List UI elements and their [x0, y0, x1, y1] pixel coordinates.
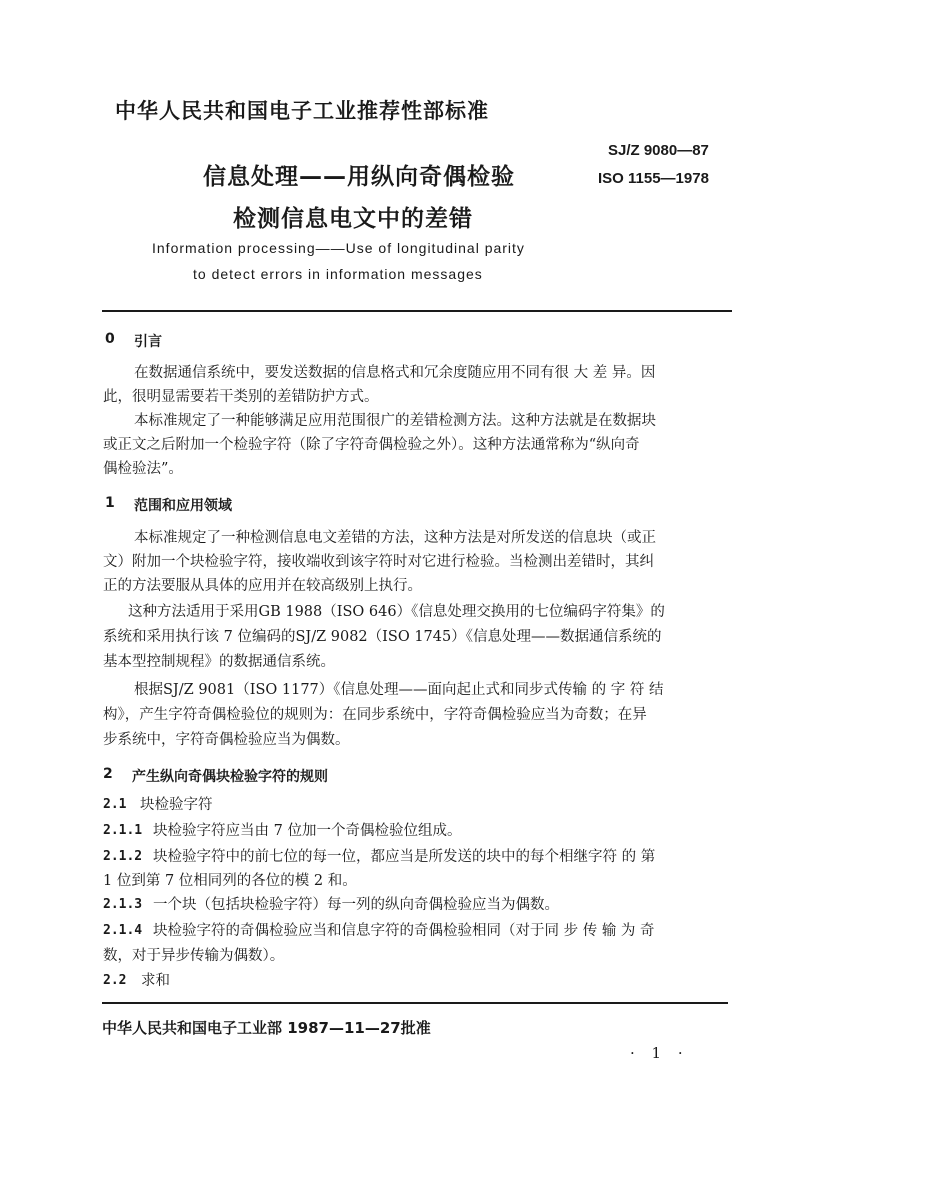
clause-text: 数，对于异步传输为偶数）。	[103, 948, 285, 964]
footer-divider	[102, 1002, 728, 1004]
paragraph-line: 根据SJ/Z 9081（ISO 1177）《信息处理——面向起止式和同步式传输 的 字 符 结	[134, 682, 664, 698]
paragraph-line: 偶检验法”。	[103, 461, 183, 477]
clause-text: 块检验字符应当由 7 位加一个奇偶检验位组成。	[153, 823, 462, 839]
paragraph-line: 此，很明显需要若干类别的差错防护方式。	[103, 389, 379, 405]
clause-text: 求和	[141, 973, 170, 989]
paragraph-line: 系统和采用执行该 7 位编码的SJ/Z 9082（ISO 1745）《信息处理——数据通信系统的	[103, 629, 662, 645]
clause-number: 2.1	[103, 797, 127, 812]
paragraph-line: 文）附加一个块检验字符，接收端收到该字符时对它进行检验。当检测出差错时，其纠	[103, 554, 654, 570]
section-2-number: 2	[103, 766, 113, 782]
paragraph-line: 这种方法适用于采用GB 1988（ISO 646）《信息处理交换用的七位编码字符集》的	[128, 604, 665, 620]
clause-text: 块检验字符中的前七位的每一位，都应当是所发送的块中的每个相继字符 的 第	[153, 849, 656, 865]
section-0-number: 0	[105, 331, 115, 347]
clause-number: 2.2	[103, 973, 127, 988]
clause-text: 1 位到第 7 位相同列的各位的模 2 和。	[103, 873, 357, 889]
clause-number: 2.1.3	[103, 897, 143, 912]
clause-text: 块检验字符	[140, 797, 213, 813]
paragraph-line: 构》，产生字符奇偶检验位的规则为：在同步系统中，字符奇偶检验应当为奇数；在异	[103, 707, 647, 723]
clause-text: 一个块（包括块检验字符）每一列的纵向奇偶检验应当为偶数。	[153, 897, 559, 913]
document-title-line-1: 信息处理——用纵向奇偶检验	[203, 164, 515, 190]
paragraph-line: 在数据通信系统中，要发送数据的信息格式和冗余度随应用不同有很 大 差 异。因	[134, 365, 656, 381]
section-0-title: 引言	[134, 334, 162, 350]
paragraph-line: 本标准规定了一种检测信息电文差错的方法，这种方法是对所发送的信息块（或正	[134, 530, 656, 546]
paragraph-line: 步系统中，字符奇偶检验应当为偶数。	[103, 732, 350, 748]
paragraph-line: 或正文之后附加一个检验字符（除了字符奇偶检验之外）。这种方法通常称为“纵向奇	[103, 437, 640, 453]
paragraph-line: 基本型控制规程》的数据通信系统。	[103, 654, 335, 670]
section-2-title: 产生纵向奇偶块检验字符的规则	[132, 769, 328, 785]
clause-text: 块检验字符的奇偶检验应当和信息字符的奇偶检验相同（对于同 步 传 输 为 奇	[153, 923, 655, 939]
header-divider	[102, 310, 732, 312]
clause-number: 2.1.2	[103, 849, 143, 864]
approval-line: 中华人民共和国电子工业部 1987—11—27批准	[102, 1019, 431, 1037]
paragraph-line: 本标准规定了一种能够满足应用范围很广的差错检测方法。这种方法就是在数据块	[134, 413, 656, 429]
standard-number: SJ/Z 9080—87	[608, 142, 709, 159]
clause-number: 2.1.1	[103, 823, 143, 838]
section-1-number: 1	[105, 495, 115, 511]
english-title-line-1: Information processing——Use of longitudinal parity	[152, 240, 525, 256]
page-number: · 1 ·	[630, 1044, 689, 1062]
section-1-title: 范围和应用领域	[134, 498, 232, 514]
iso-number: ISO 1155—1978	[598, 170, 709, 187]
document-title-line-2: 检测信息电文中的差错	[233, 206, 473, 232]
paragraph-line: 正的方法要服从具体的应用并在较高级别上执行。	[103, 578, 422, 594]
clause-number: 2.1.4	[103, 923, 143, 938]
issuing-organization: 中华人民共和国电子工业推荐性部标准	[115, 99, 489, 123]
english-title-line-2: to detect errors in information messages	[193, 266, 483, 282]
